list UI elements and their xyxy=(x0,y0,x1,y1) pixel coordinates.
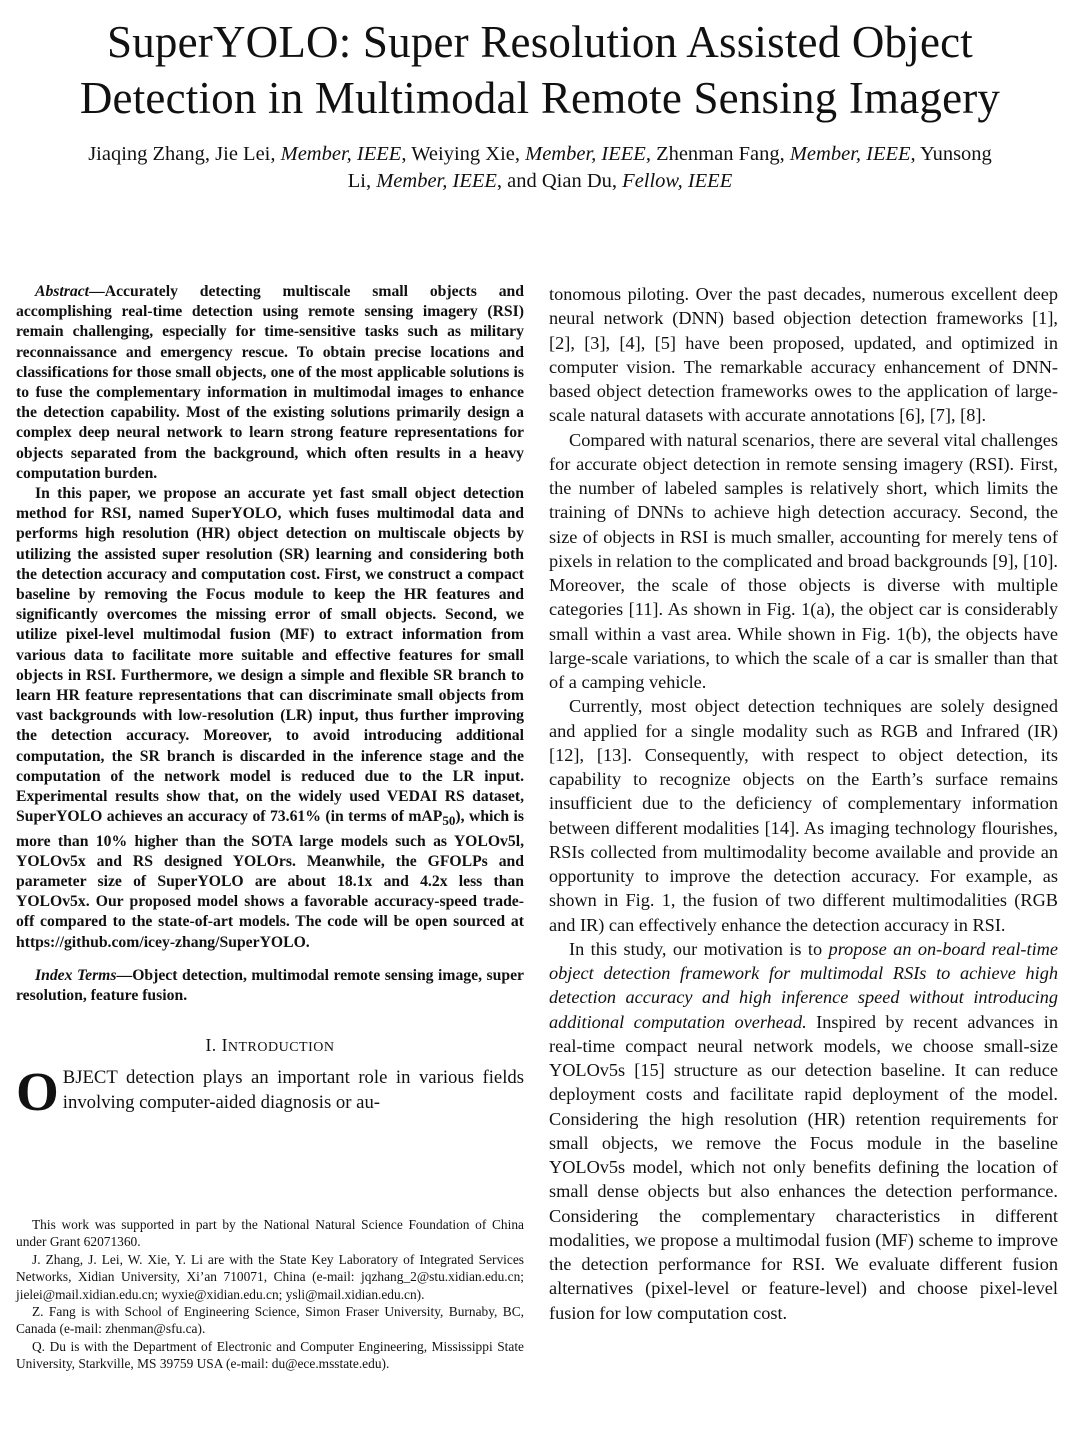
abstract-paragraph-2: In this paper, we propose an accurate yet fast small object detection method for RSI, named SuperYOLO, which fuses multimodal data and performs high resolution (HR) object detection on multiscale objects by utilizing the assisted super resolution (SR) learning and considering both the detection accuracy and computation cost. First, we construct a compact baseline by removing the Focus module to keep the HR features and significantly overcomes the missing error of small objects. Second, we utilize pixel-level multimodal fusion (MF) to extract information from various data to facilitate more suitable and effective features for small objects in RSI. Furthermore, we design a simple and flexible SR branch to learn HR feature representations that can discriminate small objects from vast backgrounds with low-resolution (LR) input, thus further improving the detection accuracy. Moreover, to avoid introducing additional computation, the SR branch is discarded in the inference stage and the computation of the network model is reduced due to the LR input. Experimental results show that, on the widely used VEDAI RS dataset, SuperYOLO achieves an accuracy of 73.61% (in terms of mAP$_{50}$), which is more than 10% higher than the SOTA large models such as YOLOv5l, YOLOv5x and RS designed YOLOrs. Meanwhile, the GFOLPs and parameter size of SuperYOLO are about 18.1x and 4.2x less than YOLOv5x. Our proposed model shows a favorable accuracy-speed trade-off compared to the state-of-art models. The code will be open sourced at https://github.com/icey-zhang/SuperYOLO. xyxy=(16,485,524,951)
author-line-2: Li, Member, IEEE, and Qian Du, Fellow, IEEE xyxy=(347,170,733,192)
section-title-rest: NTRODUCTION xyxy=(227,1040,335,1056)
footnote-affiliation-sfu: Z. Fang is with School of Engineering Science, Simon Fraser University, Burnaby, BC, Canada (e-mail: zhenman@sfu.ca). xyxy=(16,1304,524,1337)
paper-title-line-1: SuperYOLO: Super Resolution Assisted Object xyxy=(106,17,974,67)
footnote-funding: This work was supported in part by the National Natural Science Foundation of China under Grant 62071360. xyxy=(16,1217,524,1250)
footnote-affiliation-xidian: J. Zhang, J. Lei, W. Xie, Y. Li are with the State Key Laboratory of Integrated Services Networks, Xidian University, Xi’an 710071, China (e-mail: jqzhang_2@stu.xidian.edu.cn; jielei@mail.xidian.edu.cn; wyxie@xidian.edu.cn; ysli@mail.xidian.edu.cn). xyxy=(16,1251,524,1302)
abstract-dash: — xyxy=(89,283,105,300)
author-list xyxy=(30,141,1050,195)
abstract xyxy=(16,282,524,953)
intro-paragraph xyxy=(16,1061,525,1123)
section-heading-introduction xyxy=(16,1034,524,1059)
index-terms xyxy=(16,966,524,1006)
index-terms-dash: — xyxy=(116,966,133,984)
abstract-text-1: Accurately detecting multiscale small objects and accomplishing real-time detection using remote sensing imagery (RSI) remain challenging, especially for time-sensitive tasks such as military reconnaissance and emergency rescue. To obtain precise locations and classifications for those small objects, one of the most applicable solutions is to fuse the complementary information in multimodal images to enhance the detection capability. Most of the existing solutions primarily design a complex deep neural network to learn strong feature representations for objects separated from the background, which often results in a heavy computation burden. xyxy=(16,283,524,482)
section-title-initial: I xyxy=(221,1035,228,1056)
author-line-1: Jiaqing Zhang, Jie Lei, Member, IEEE, Weiying Xie, Member, IEEE, Zhenman Fang, Member, IEEE, Yunsong xyxy=(88,143,992,165)
abstract-label: Abstract xyxy=(35,283,90,300)
index-terms-text: Object detection, multimodal remote sensing image, super resolution, feature fusion. xyxy=(16,966,525,1005)
paper-title-line-2: Detection in Multimodal Remote Sensing Imagery xyxy=(79,73,1001,123)
right-column xyxy=(549,282,1058,1325)
body-paragraph-modalities: Currently, most object detection techniques are solely designed and applied for a single modality such as RGB and Infrared (IR) [12], [13]. Consequently, with respect to object detection, its capability to recognize objects on the Earth’s surface remains insufficient due to the deficiency of complementary information between different modalities [14]. As imaging technology flourishes, RSIs collected from multimodality become available and provide an opportunity to improve the detection accuracy. For example, as shown in Fig. 1, the fusion of two different multimodalities (RGB and IR) can effectively enhance the detection accuracy in RSI. xyxy=(549,696,1058,935)
paper-title xyxy=(0,14,1080,126)
body-paragraph-challenges: Compared with natural scenarios, there are several vital challenges for accurate object detection in remote sensing imagery (RSI). First, the number of labeled samples is relatively short, which limits the training of DNNs to achieve high detection accuracy. Second, the size of objects in RSI is much smaller, accounting for merely tens of pixels in relation to the complicated and broad backgrounds [9], [10]. Moreover, the scale of those objects is diverse with multiple categories [11]. As shown in Fig. 1(a), the object car is considerably small within a vast area. While shown in Fig. 1(b), the objects have large-scale variations, to which the scale of a car is smaller than that of a camping vehicle. xyxy=(549,429,1058,692)
left-column xyxy=(16,282,525,1123)
body-paragraph-motivation: In this study, our motivation is to propose an on-board real-time object detection framework for multimodal RSIs to achieve high detection accuracy and high inference speed without introducing additional computation overhead. Inspired by recent advances in real-time compact neural network models, we choose small-size YOLOv5s [15] structure as our detection baseline. It can reduce deployment costs and facilitate rapid deployment of the model. Considering the high resolution (HR) retention requirements for small objects, we remove the Focus module in the baseline YOLOv5s model, which not only benefits defining the location of small dense objects but also enhances the detection performance. Considering the complementary characteristics in different modalities, we propose a multimodal fusion (MF) scheme to improve the detection performance for RSI. We evaluate different fusion alternatives (pixel-level or feature-level) and choose pixel-level fusion for low computation cost. xyxy=(549,938,1058,1323)
footnote-affiliation-msstate: Q. Du is with the Department of Electronic and Computer Engineering, Mississippi State University, Starkville, MS 39759 USA (e-mail: du@ece.msstate.edu). xyxy=(16,1338,524,1372)
intro-first-word: BJECT xyxy=(62,1067,118,1089)
section-number: I. xyxy=(205,1035,217,1056)
intro-text: detection plays an important role in various fields involving computer-aided diagnosis or au- xyxy=(62,1067,525,1113)
abstract-paragraph-1 xyxy=(16,282,524,484)
body-paragraph-continued: tonomous piloting. Over the past decades, numerous excellent deep neural network (DNN) based objection detection frameworks [1], [2], [3], [4], [5] have been proposed, updated, and optimized in computer vision. The remarkable accuracy enhancement of DNN-based object detection frameworks owes to the application of large-scale natural datasets with accurate annotations [6], [7], [8]. xyxy=(549,284,1058,426)
index-terms-label: Index Terms xyxy=(35,966,117,984)
drop-cap: O xyxy=(16,1061,59,1123)
footnotes xyxy=(16,1216,524,1373)
